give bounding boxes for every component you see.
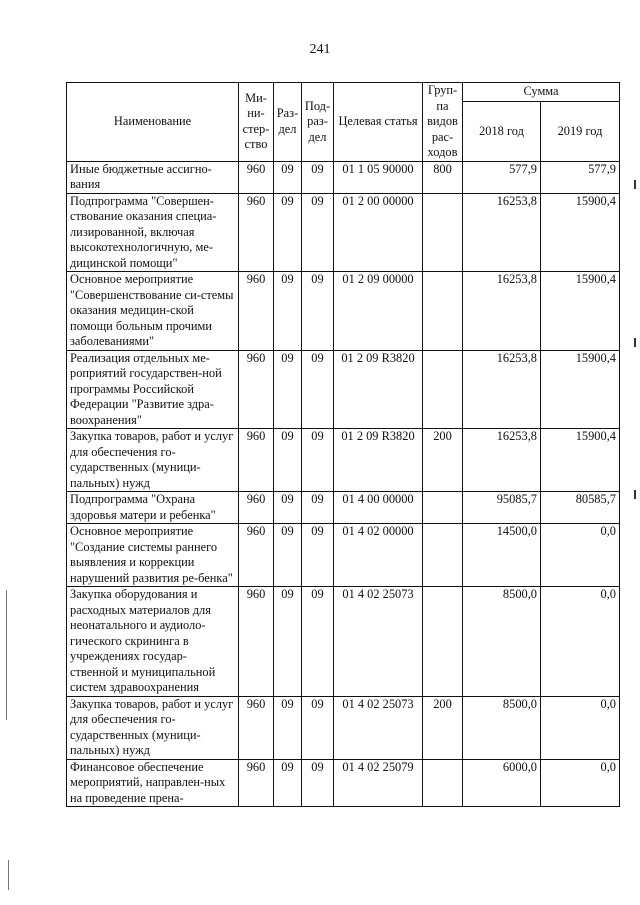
cell-2018: 95085,7	[463, 492, 541, 524]
cell-group	[423, 272, 463, 351]
cell-name: Закупка товаров, работ и услуг для обеспечения го-сударственных (муници-пальных) нужд	[67, 696, 239, 759]
cell-section: 09	[274, 429, 302, 492]
cell-name: Реализация отдельных ме-роприятий государствен-ной программы Российской Федерации "Развитие здра-воохранения"	[67, 350, 239, 429]
cell-ministry: 960	[239, 759, 274, 807]
cell-subsection: 09	[302, 193, 334, 272]
cell-2019: 0,0	[541, 696, 620, 759]
cell-ministry: 960	[239, 161, 274, 193]
cell-section: 09	[274, 193, 302, 272]
cell-name: Подпрограмма "Охрана здоровья матери и ребенка"	[67, 492, 239, 524]
cell-section: 09	[274, 587, 302, 697]
cell-section: 09	[274, 350, 302, 429]
cell-group	[423, 193, 463, 272]
table-row	[67, 193, 620, 272]
cell-section: 09	[274, 492, 302, 524]
cell-2018: 14500,0	[463, 524, 541, 587]
scan-edge-mark	[634, 180, 636, 189]
cell-group: 200	[423, 429, 463, 492]
cell-target: 01 2 09 R3820	[334, 429, 423, 492]
cell-ministry: 960	[239, 350, 274, 429]
header-year-2019: 2019 год	[541, 102, 620, 161]
table-row	[67, 429, 620, 492]
cell-name: Иные бюджетные ассигно-вания	[67, 161, 239, 193]
page-number: 241	[309, 42, 331, 57]
cell-subsection: 09	[302, 161, 334, 193]
cell-target: 01 4 02 00000	[334, 524, 423, 587]
cell-target: 01 2 00 00000	[334, 193, 423, 272]
cell-name: Финансовое обеспечение мероприятий, направлен-ных на проведение прена-	[67, 759, 239, 807]
header-group: Груп-па видов рас-ходов	[423, 83, 463, 162]
cell-target: 01 2 09 R3820	[334, 350, 423, 429]
scan-edge-mark	[634, 338, 636, 347]
cell-2018: 16253,8	[463, 272, 541, 351]
cell-2019: 15900,4	[541, 272, 620, 351]
table-row	[67, 272, 620, 351]
cell-name: Закупка оборудования и расходных материалов для неонатального и аудиоло-гического скрининга в учреждениях государ-ственной и муниципальной систем здравоохранения	[67, 587, 239, 697]
cell-subsection: 09	[302, 524, 334, 587]
cell-target: 01 4 02 25073	[334, 696, 423, 759]
cell-2019: 80585,7	[541, 492, 620, 524]
cell-ministry: 960	[239, 272, 274, 351]
cell-subsection: 09	[302, 696, 334, 759]
cell-name: Подпрограмма "Совершен-ствование оказания специа-лизированной, включая высокотехнологичную, ме-дицинской помощи"	[67, 193, 239, 272]
cell-group	[423, 587, 463, 697]
cell-subsection: 09	[302, 272, 334, 351]
scan-edge-mark	[6, 590, 7, 720]
cell-ministry: 960	[239, 587, 274, 697]
header-ministry: Ми-ни-стер-ство	[239, 83, 274, 162]
cell-section: 09	[274, 696, 302, 759]
cell-2018: 16253,8	[463, 350, 541, 429]
cell-section: 09	[274, 524, 302, 587]
cell-subsection: 09	[302, 429, 334, 492]
cell-2018: 577,9	[463, 161, 541, 193]
cell-target: 01 2 09 00000	[334, 272, 423, 351]
cell-2019: 0,0	[541, 759, 620, 807]
cell-2019: 15900,4	[541, 350, 620, 429]
cell-2019: 15900,4	[541, 193, 620, 272]
cell-subsection: 09	[302, 759, 334, 807]
header-sum: Сумма	[463, 83, 620, 102]
table-row	[67, 696, 620, 759]
cell-2019: 15900,4	[541, 429, 620, 492]
cell-section: 09	[274, 272, 302, 351]
cell-name: Закупка товаров, работ и услуг для обеспечения го-сударственных (муници-пальных) нужд	[67, 429, 239, 492]
budget-table	[66, 82, 620, 807]
cell-group	[423, 524, 463, 587]
cell-subsection: 09	[302, 350, 334, 429]
table-row	[67, 350, 620, 429]
cell-2018: 8500,0	[463, 587, 541, 697]
cell-name: Основное мероприятие "Совершенствование си-стемы оказания медицин-ской помощи больным прочими заболеваниями"	[67, 272, 239, 351]
cell-2018: 16253,8	[463, 193, 541, 272]
cell-ministry: 960	[239, 524, 274, 587]
header-target: Целевая статья	[334, 83, 423, 162]
table-row	[67, 492, 620, 524]
cell-2018: 6000,0	[463, 759, 541, 807]
cell-target: 01 4 00 00000	[334, 492, 423, 524]
cell-name: Основное мероприятие "Создание системы раннего выявления и коррекции нарушений развития ре-бенка"	[67, 524, 239, 587]
cell-ministry: 960	[239, 193, 274, 272]
cell-section: 09	[274, 759, 302, 807]
cell-ministry: 960	[239, 492, 274, 524]
cell-2019: 0,0	[541, 587, 620, 697]
table-row	[67, 161, 620, 193]
header-subsection: Под-раз-дел	[302, 83, 334, 162]
header-year-2018: 2018 год	[463, 102, 541, 161]
cell-2018: 16253,8	[463, 429, 541, 492]
cell-ministry: 960	[239, 429, 274, 492]
cell-subsection: 09	[302, 587, 334, 697]
cell-group	[423, 759, 463, 807]
table-row	[67, 759, 620, 807]
cell-2019: 577,9	[541, 161, 620, 193]
cell-group: 200	[423, 696, 463, 759]
cell-target: 01 4 02 25073	[334, 587, 423, 697]
header-section: Раз-дел	[274, 83, 302, 162]
cell-group	[423, 492, 463, 524]
header-name: Наименование	[67, 83, 239, 162]
table-row	[67, 587, 620, 697]
cell-subsection: 09	[302, 492, 334, 524]
cell-2018: 8500,0	[463, 696, 541, 759]
cell-ministry: 960	[239, 696, 274, 759]
scan-edge-mark	[8, 860, 9, 890]
cell-section: 09	[274, 161, 302, 193]
cell-group	[423, 350, 463, 429]
cell-target: 01 4 02 25079	[334, 759, 423, 807]
scan-edge-mark	[634, 490, 636, 499]
cell-group: 800	[423, 161, 463, 193]
cell-target: 01 1 05 90000	[334, 161, 423, 193]
cell-2019: 0,0	[541, 524, 620, 587]
table-row	[67, 524, 620, 587]
